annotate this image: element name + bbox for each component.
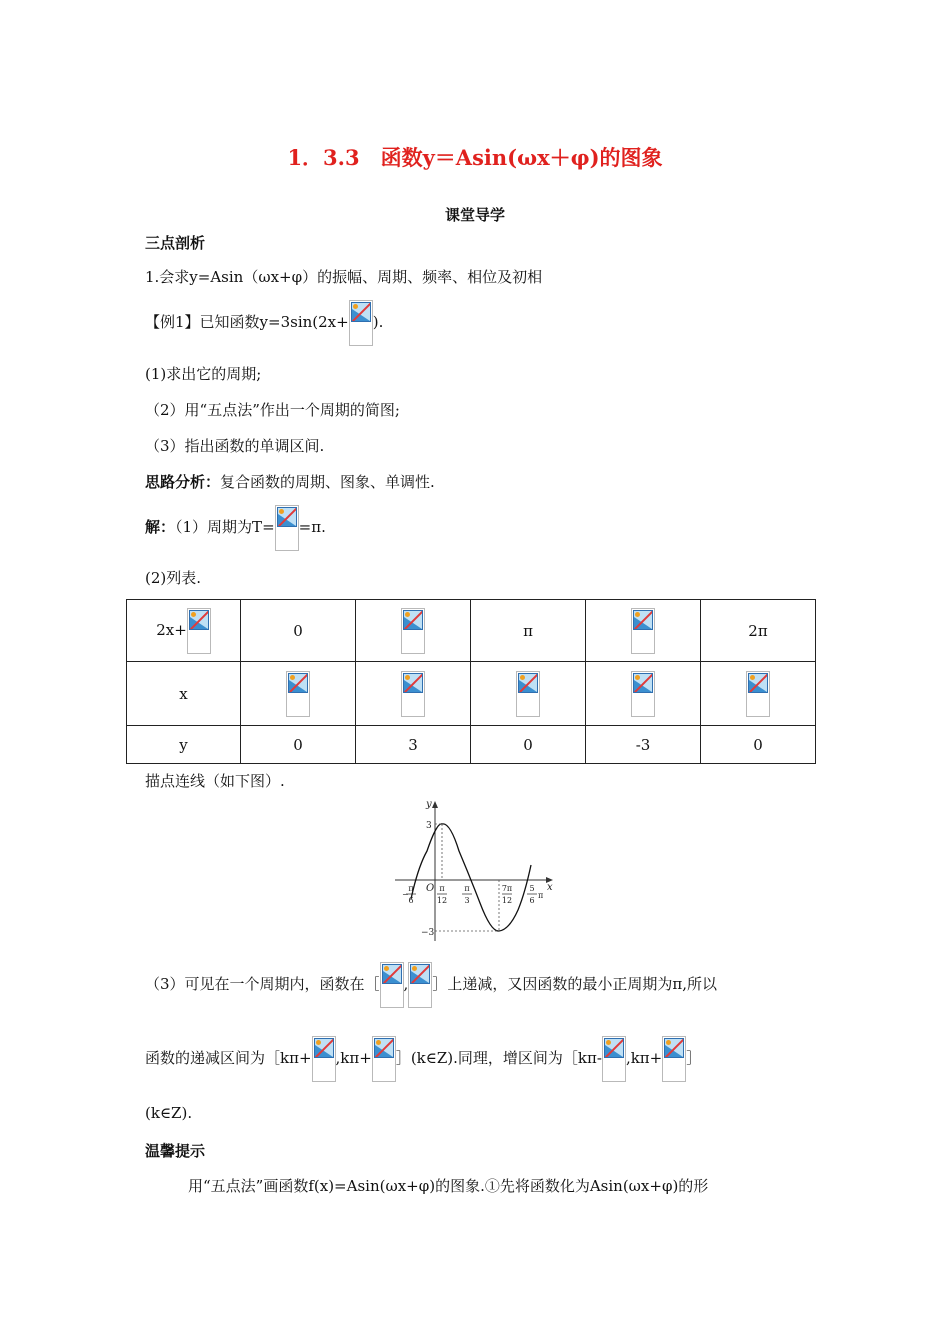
table-cell: y [127, 726, 241, 764]
value-table [126, 599, 816, 764]
table-cell [471, 662, 586, 726]
svg-text:12: 12 [501, 896, 513, 905]
table-cell: 2x+ [127, 600, 241, 662]
table-cell: π [471, 600, 586, 662]
table-cell: 3 [356, 726, 471, 764]
formula-image-placeholder [401, 608, 425, 654]
x-tick-label [527, 884, 543, 905]
y-axis-arrow-icon [432, 801, 438, 808]
question-3: （3）指出函数的单调区间. [145, 437, 325, 455]
origin-label: O [426, 883, 435, 894]
svg-text:π: π [439, 884, 445, 893]
formula-image-placeholder [372, 1036, 396, 1082]
table-cell: 0 [241, 600, 356, 662]
formula-image-placeholder [746, 671, 770, 717]
x-tick-label [502, 884, 512, 905]
solution-part1-post: =π. [298, 518, 326, 536]
table-cell [356, 600, 471, 662]
question-1: (1)求出它的周期; [145, 365, 262, 383]
analysis [145, 471, 435, 492]
y-tick-top: 3 [426, 821, 432, 831]
table-cell [356, 662, 471, 726]
formula-image-placeholder [662, 1036, 686, 1082]
svg-text:π: π [538, 891, 544, 900]
x-tick-label [437, 884, 447, 905]
x-axis-label: x [547, 882, 553, 893]
table-cell: 2π [701, 600, 816, 662]
formula-image-placeholder [312, 1036, 336, 1082]
solution-part1-pre: （1）周期为T= [175, 518, 275, 536]
formula-image-placeholder [516, 671, 540, 717]
subtitle: 课堂导学 [444, 206, 505, 224]
svg-text:π: π [408, 884, 414, 893]
svg-text:12: 12 [436, 896, 448, 905]
formula-image-placeholder [349, 300, 373, 346]
table-row [127, 726, 816, 764]
solution-1 [145, 505, 326, 551]
svg-text:π: π [464, 884, 470, 893]
table-row [127, 662, 816, 726]
table-cell: 0 [471, 726, 586, 764]
analysis-text: 复合函数的周期、图象、单调性. [220, 473, 435, 491]
question-2: （2）用“五点法”作出一个周期的简图; [145, 401, 400, 419]
x-tick-label [462, 884, 472, 905]
analysis-label: 思路分析： [145, 473, 221, 491]
table-cell [241, 662, 356, 726]
table-cell: 0 [241, 726, 356, 764]
formula-image-placeholder [401, 671, 425, 717]
formula-image-placeholder [631, 671, 655, 717]
formula-image-placeholder [631, 608, 655, 654]
table-cell: x [127, 662, 241, 726]
table-cell [701, 662, 816, 726]
sine-graph [395, 795, 560, 945]
plot-caption: 描点连线（如下图）. [145, 772, 285, 790]
example-prefix: 【例1】已知函数y=3sin(2x+ [145, 313, 349, 331]
tips-text: 用“五点法”画函数f(x)=Asin(ωx+φ)的图象.①先将函数化为Asin(ωx+φ)的形 [188, 1177, 709, 1195]
section-heading: 三点剖析 [145, 234, 206, 252]
svg-text:7π: 7π [501, 884, 513, 893]
table-cell [586, 600, 701, 662]
formula-image-placeholder [286, 671, 310, 717]
y-axis-label: y [426, 799, 432, 810]
table-cell: -3 [586, 726, 701, 764]
table-row [127, 600, 816, 662]
part-3-line-1: （3）可见在一个周期内，函数在［ , ］上递减，又因函数的最小正周期为π,所以 [145, 962, 717, 1008]
point-1: 1.会求y=Asin（ωx+φ）的振幅、周期、频率、相位及初相 [145, 268, 543, 286]
page-title: 1．3.3 函数y＝Asin(ωx＋φ)的图象 [287, 145, 663, 170]
solution-label: 解： [145, 518, 176, 536]
example-1 [145, 300, 383, 346]
example-suffix: ). [372, 313, 384, 331]
svg-text:5: 5 [529, 884, 535, 893]
table-cell: 0 [701, 726, 816, 764]
formula-image-placeholder [380, 962, 404, 1008]
tips-heading: 温馨提示 [145, 1142, 206, 1160]
svg-text:3: 3 [464, 896, 470, 905]
table-cell [586, 662, 701, 726]
svg-text:−: − [402, 890, 409, 899]
y-tick-bottom: −3 [421, 928, 435, 938]
solution-2: (2)列表. [145, 569, 202, 587]
formula-image-placeholder [408, 962, 432, 1008]
part-3-line-3: (k∈Z). [145, 1104, 193, 1122]
sine-curve [411, 824, 531, 931]
svg-text:6: 6 [529, 896, 535, 905]
formula-image-placeholder [187, 608, 211, 654]
svg-text:6: 6 [408, 896, 414, 905]
part-3-line-2: 函数的递减区间为［kπ+ ,kπ+ ］(k∈Z).同理，增区间为［kπ- ,kπ+ ］ [145, 1036, 701, 1082]
formula-image-placeholder [275, 505, 299, 551]
formula-image-placeholder [602, 1036, 626, 1082]
